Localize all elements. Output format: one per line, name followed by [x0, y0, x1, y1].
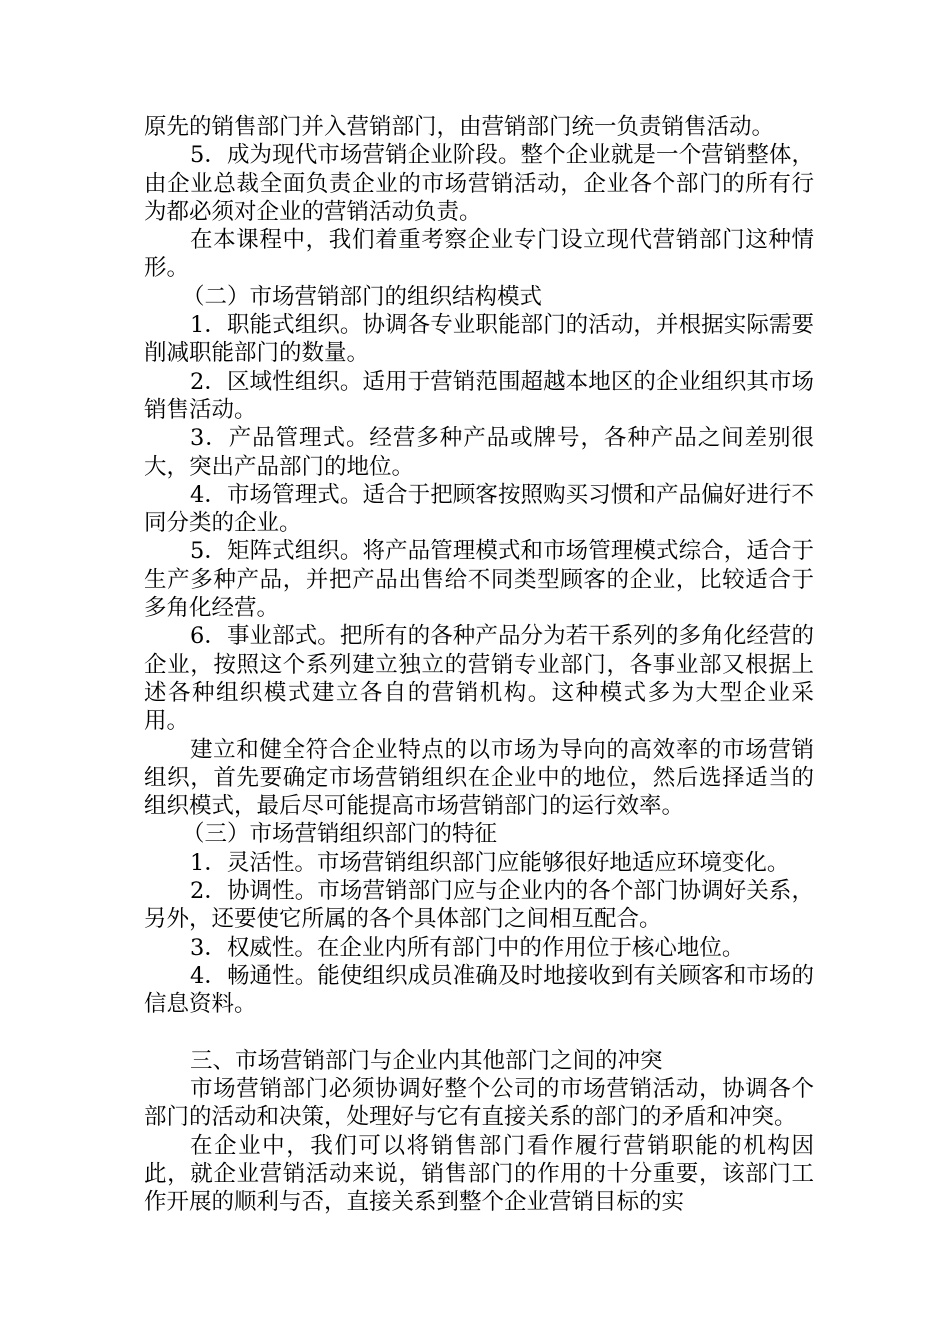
blank-line [144, 1019, 814, 1047]
section-heading-conflicts: 三、市场营销部门与企业内其他部门之间的冲突 [190, 1047, 663, 1074]
list-item-matrix: 5．矩阵式组织。将产品管理模式和市场管理模式综合，适合于生产多种产品，并把产品出售给不同类型顾客的企业，比较适合于多角化经营。 [144, 538, 814, 622]
section-heading-characteristics: （三）市场营销组织部门的特征 [182, 821, 498, 848]
document-body [144, 113, 814, 1217]
list-item-authority: 3．权威性。在企业内所有部门中的作用位于核心地位。 [190, 934, 745, 961]
list-item-regional: 2．区域性组织。适用于营销范围超越本地区的企业组织其市场销售活动。 [144, 368, 814, 423]
list-item-flexibility: 1．灵活性。市场营销组织部门应能够很好地适应环境变化。 [190, 849, 790, 876]
paragraph-sales-department: 在企业中，我们可以将销售部门看作履行营销职能的机构因此，就企业营销活动来说，销售部门的作用的十分重要，该部门工作开展的顺利与否，直接关系到整个企业营销目标的实 [144, 1132, 814, 1216]
list-item-division: 6．事业部式。把所有的各种产品分为若干系列的多角化经营的企业，按照这个系列建立独立的营销专业部门，各事业部又根据上述各种组织模式建立各自的营销机构。这种模式多为大型企业采用。 [144, 623, 814, 735]
list-item-smoothness: 4．畅通性。能使组织成员准确及时地接收到有关顾客和市场的信息资料。 [144, 962, 814, 1018]
paragraph-stage-5: 5．成为现代市场营销企业阶段。整个企业就是一个营销整体，由企业总裁全面负责企业的市场营销活动，企业各个部门的所有行为都必须对企业的营销活动负责。 [144, 142, 814, 225]
paragraph-continuation: 原先的销售部门并入营销部门，由营销部门统一负责销售活动。 [144, 114, 775, 140]
list-item-coordination: 2．协调性。市场营销部门应与企业内的各个部门协调好关系，另外，还要使它所属的各个具体部门之间相互配合。 [144, 878, 814, 933]
list-item-functional: 1．职能式组织。协调各专业职能部门的活动，并根据实际需要削减职能部门的数量。 [144, 312, 814, 367]
list-item-product-management: 3．产品管理式。经营多种产品或牌号，各种产品之间差别很大，突出产品部门的地位。 [144, 425, 814, 480]
paragraph-build-organization: 建立和健全符合企业特点的以市场为导向的高效率的市场营销组织，首先要确定市场营销组织在企业中的地位，然后选择适当的组织模式，最后尽可能提高市场营销部门的运行效率。 [144, 736, 814, 820]
list-item-market-management: 4．市场管理式。适合于把顾客按照购买习惯和产品偏好进行不同分类的企业。 [144, 481, 814, 537]
section-heading-structure-modes: （二）市场营销部门的组织结构模式 [182, 283, 543, 310]
paragraph-coordinate: 市场营销部门必须协调好整个公司的市场营销活动，协调各个部门的活动和决策，处理好与它有直接关系的部门的矛盾和冲突。 [144, 1076, 814, 1131]
paragraph-course-focus: 在本课程中，我们着重考察企业专门设立现代营销部门这种情形。 [144, 227, 814, 282]
